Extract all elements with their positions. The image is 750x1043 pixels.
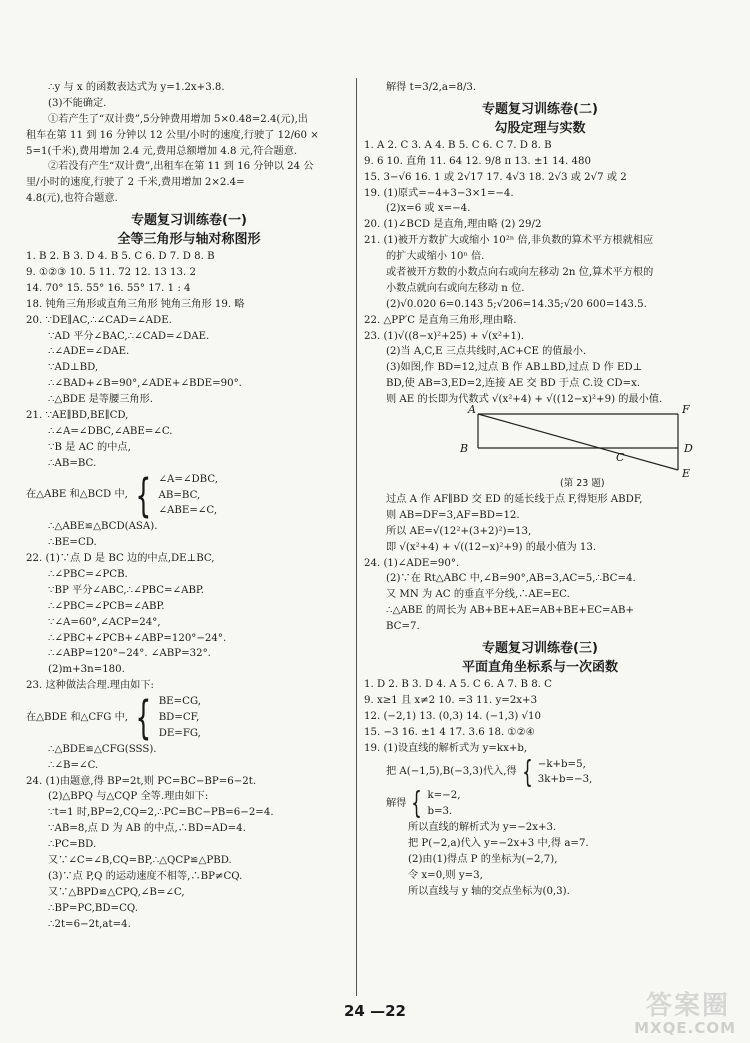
- text-line: 1. D 2. B 3. D 4. A 5. C 6. A 7. B 8. C: [364, 679, 552, 691]
- text-line: 24. (1)∠ADE=90°.: [364, 557, 460, 569]
- watermark-site: MXQE.COM: [634, 1019, 736, 1037]
- text-line: 小数点就向右或向左移动 n 位.: [386, 282, 525, 294]
- text-line: 9. ①②③ 10. 5 11. 72 12. 13 13. 2: [26, 267, 196, 279]
- brace-row: [26, 468, 352, 522]
- text-line: (2)∵在 Rt△ABC 中,∠B=90°,AB=3,AC=5,∴BC=4.: [386, 573, 636, 585]
- text-line: 15. 3−√6 16. 1 或 2√17 17. 4√3 18. 2√3 或 2√7 或 2: [364, 171, 627, 183]
- column-divider: [356, 78, 357, 996]
- text-line: ∵AB=8,点 D 为 AB 的中点,∴BD=AD=4.: [48, 823, 246, 835]
- text-line: ∴△BDE 是等腰三角形.: [48, 394, 154, 406]
- section1-answers-c: [26, 742, 352, 933]
- text-line: 解得 t=3/2,a=8/3.: [386, 82, 477, 93]
- text-line: 又 MN 为 AC 的垂直平分线,∴AE=EC.: [386, 589, 570, 601]
- brace-item: −k+b=5,: [537, 758, 586, 770]
- section2-answers-b: [364, 492, 716, 635]
- text-line: 1. B 2. B 3. D 4. B 5. C 6. D 7. D 8. B: [26, 251, 215, 263]
- text-line: ∴∠PBC=∠PCB.: [48, 568, 128, 580]
- text-line: 24. (1)由题意,得 BP=2t,则 PC=BC−BP=6−2t.: [26, 775, 257, 787]
- text-line: (3)如图,作 BD=12,过点 B 作 AB⊥BD,过点 D 作 ED⊥: [386, 362, 643, 374]
- brace-item: ∠ABE=∠C,: [158, 505, 218, 517]
- text-line: 里/小时的速度,行驶了 2 千米,费用增加 2×2.4=: [26, 177, 245, 189]
- section-title-2: 专题复习训练卷(二): [482, 101, 598, 117]
- label-e: E: [682, 467, 691, 481]
- brace-row: [386, 754, 716, 790]
- text-line: BC=7.: [386, 621, 420, 633]
- watermark: [596, 985, 736, 1037]
- text-line: 9. 6 10. 直角 11. 64 12. 9/8 π 13. ±1 14. 480: [364, 155, 591, 167]
- label-f: F: [682, 403, 690, 417]
- brace-items: [159, 472, 218, 520]
- text-line: ∵BP 平分∠ABC,∴∠PBC=∠ABP.: [48, 584, 204, 596]
- section-subtitle-2: 勾股定理与实数: [494, 120, 586, 136]
- brace-item: 3k+b=−3,: [537, 774, 593, 786]
- left-column: [26, 80, 352, 932]
- brace-items: [538, 757, 593, 789]
- section3-answers-a: [364, 677, 716, 756]
- text-line: ∵t=1 时,BP=2,CQ=2,∴PC=BC−PB=6−2=4.: [48, 807, 274, 819]
- text-line: ∴∠PBC+∠PCB+∠ABP=120°−24°.: [48, 632, 227, 644]
- text-line: 20. ∵DE∥AC,∴∠CAD=∠ADE.: [26, 314, 172, 326]
- right-intro-lines: [364, 80, 716, 96]
- text-line: ∵AD 平分∠BAC,∴∠CAD=∠DAE.: [48, 330, 210, 342]
- text-line: 22. △PP′C 是直角三角形,理由略.: [364, 314, 517, 326]
- text-line: ∴∠PBC=∠PCB=∠ABP.: [48, 600, 165, 612]
- brace-icon: {: [521, 754, 533, 790]
- brace-item: ∠A=∠DBC,: [158, 473, 218, 485]
- text-line: 又∵△BPD≌△CPQ,∠B=∠C,: [48, 886, 185, 898]
- text-line: 19. (1)设直线的解析式为 y=kx+b,: [364, 742, 528, 754]
- brace-item: k=−2,: [427, 790, 461, 802]
- text-line: 9. x≥1 且 x≠2 10. =3 11. y=2x+3: [364, 694, 538, 706]
- text-line: ∵AD⊥BD,: [48, 362, 99, 374]
- text-line: ∵∠A=60°,∠ACP=24°,: [48, 616, 161, 628]
- text-line: 或者被开方数的小数点向右或向左移动 2n 位,算术平方根的: [386, 267, 654, 279]
- text-line: 令 x=0,则 y=3,: [408, 869, 483, 881]
- text-line: ∴∠BAD+∠B=90°,∠ADE+∠BDE=90°.: [48, 378, 242, 390]
- text-line: (2)x=6 或 x=−4.: [386, 203, 471, 215]
- text-line: (2)由(1)得点 P 的坐标为(−2,7),: [408, 853, 558, 865]
- text-line: 18. 钝角三角形或直角三角形 钝角三角形 19. 略: [26, 298, 245, 310]
- text-line: ∴2t=6−2t,at=4.: [48, 918, 131, 930]
- text-line: ∴△BDE≌△CFG(SSS).: [48, 743, 157, 755]
- brace-item: AB=BC,: [158, 489, 201, 501]
- text-line: 的扩大或缩小 10ⁿ 倍.: [386, 251, 485, 263]
- text-line: ∴△ABE≌△BCD(ASA).: [48, 521, 158, 533]
- text-line: 又∵∠C=∠B,CQ=BP,∴△QCP≌△PBD.: [48, 855, 232, 867]
- section1-answers-b: [26, 519, 352, 694]
- brace-system-4: [364, 788, 716, 820]
- text-line: 19. (1)原式=−4+3−3×1=−4.: [364, 187, 514, 199]
- section3-answers-b: [364, 820, 716, 899]
- brace-icon: {: [135, 691, 152, 745]
- brace-items: [159, 694, 201, 742]
- brace-items: [427, 788, 460, 820]
- text-line: ∴BE=CD.: [48, 537, 97, 549]
- text-line: (2)√0.020 6=0.143 5;√206=14.35;√20 600=143.5.: [386, 298, 647, 310]
- text-line: 23. 这种做法合理.理由如下:: [26, 680, 154, 692]
- text-line: 过点 A 作 AF∥BD 交 ED 的延长线于点 F,得矩形 ABDF,: [386, 494, 643, 506]
- label-c: C: [616, 451, 625, 465]
- section2-answers-a: [364, 138, 716, 408]
- text-line: ①若产生了“双计费”,5分钟费用增加 5×0.48=2.4(元),出: [48, 113, 308, 125]
- brace-lead: 在△ABE 和△BCD 中,: [26, 489, 128, 501]
- text-line: ∴AB=BC.: [48, 457, 97, 469]
- text-line: 所以直线与 y 轴的交点坐标为(0,3).: [408, 885, 570, 897]
- text-line: (3)∵点 P,Q 的运动速度不相等,∴BP≠CQ.: [48, 870, 243, 882]
- text-line: ∴△ABE 的周长为 AB+BE+AE=AB+BE+EC=AB+: [386, 605, 634, 617]
- text-line: ∵B 是 AC 的中点,: [48, 441, 131, 453]
- text-line: (3)不能确定.: [48, 97, 107, 109]
- brace-system-2: [26, 691, 352, 745]
- text-line: BD,使 AB=3,ED=2,连接 AE 交 BD 于点 C.设 CD=x.: [386, 378, 641, 390]
- text-line: ②若没有产生“双计费”,出租车在第 11 到 16 分钟以 24 公: [48, 161, 314, 173]
- text-line: 所以直线的解析式为 y=−2x+3.: [408, 822, 557, 834]
- text-line: 即 √(x²+4) + √((12−x)²+9) 的最小值为 13.: [386, 541, 597, 553]
- brace-lead: 在△BDE 和△CFG 中,: [26, 711, 129, 723]
- brace-system-1: [26, 468, 352, 522]
- text-line: 12. (−2,1) 13. (0,3) 14. (−1,3) √10: [364, 710, 542, 722]
- brace-item: b=3.: [427, 806, 453, 818]
- text-line: 4.8(元),也符合题意.: [26, 193, 118, 205]
- brace-icon: {: [135, 468, 152, 522]
- section-subtitle-1: 全等三角形与轴对称图形: [117, 232, 261, 248]
- text-line: 则 AB=DF=3,AF=BD=12.: [386, 509, 520, 521]
- text-line: (2)当 A,C,E 三点共线时,AC+CE 的值最小.: [386, 346, 587, 358]
- text-line: ∴PC=BD.: [48, 839, 97, 851]
- text-line: 14. 70° 15. 55° 16. 55° 17. 1 : 4: [26, 282, 191, 294]
- text-line: ∴y 与 x 的函数表达式为 y=1.2x+3.8.: [48, 82, 225, 93]
- text-line: ∴∠ADE=∠DAE.: [48, 346, 130, 358]
- text-line: (2)△BPQ 与△CQP 全等.理由如下:: [48, 791, 209, 803]
- text-line: 把 P(−2,a)代入 y=−2x+3 中,得 a=7.: [408, 837, 589, 849]
- text-line: 15. −3 16. ±1 4 17. 3.6 18. ①②④: [364, 726, 535, 738]
- label-b: B: [460, 442, 469, 456]
- brace-system-3: [364, 754, 716, 790]
- text-line: 21. ∵AE∥BD,BE∥CD,: [26, 410, 129, 422]
- text-line: ∴∠B=∠C.: [48, 759, 99, 771]
- right-column: [364, 80, 716, 900]
- section-subtitle-3: 平面直角坐标系与一次函数: [461, 660, 618, 676]
- section-title-1: 专题复习训练卷(一): [131, 213, 247, 229]
- text-line: 21. (1)被开方数扩大或缩小 10²ⁿ 倍,非负数的算术平方根就相应: [364, 235, 654, 247]
- left-intro-lines: [26, 80, 352, 207]
- brace-row: [26, 691, 352, 745]
- section1-answers-a: [26, 249, 352, 471]
- figure-23: [456, 403, 716, 492]
- text-line: ∴∠ABP=120°−24°. ∠ABP=32°.: [48, 648, 211, 660]
- brace-lead: 把 A(−1,5),B(−3,3)代入,得: [386, 766, 517, 778]
- text-line: 所以 AE=√(12²+(3+2)²)=13,: [386, 525, 532, 537]
- text-line: 租车在第 11 到 16 分钟以 12 公里/小时的速度,行驶了 12/60 ×: [26, 129, 319, 141]
- text-line: 22. (1)∵点 D 是 BC 边的中点,DE⊥BC,: [26, 553, 215, 565]
- watermark-logo: 答案圈: [645, 991, 730, 1021]
- brace-item: BE=CG,: [158, 696, 201, 708]
- brace-item: BD=CF,: [158, 712, 200, 723]
- text-line: 1. A 2. C 3. A 4. B 5. C 6. C 7. D 8. B: [364, 139, 552, 151]
- label-d: D: [684, 442, 693, 456]
- text-line: ∴∠A=∠DBC,∠ABE=∠C.: [48, 425, 173, 437]
- text-line: (2)m+3n=180.: [48, 664, 125, 676]
- section-title-3: 专题复习训练卷(三): [482, 641, 598, 657]
- page-number: 24 —22: [344, 1002, 406, 1020]
- text-line: 23. (1)√((8−x)²+25) + √(x²+1).: [364, 330, 525, 342]
- brace-item: DE=FG,: [158, 727, 201, 739]
- text-line: 20. (1)∠BCD 是直角,理由略 (2) 29/2: [364, 219, 542, 231]
- text-line: ∴BP=PC,BD=CQ.: [48, 902, 138, 914]
- brace-lead: 解得: [386, 798, 407, 810]
- brace-row: [386, 788, 716, 820]
- text-line: 则 AE 的长即为代数式 √(x²+4) + √((12−x)²+9) 的最小值.: [386, 394, 663, 406]
- label-a: A: [468, 403, 476, 417]
- figure-caption: (第 23 题): [560, 478, 605, 490]
- brace-icon: {: [411, 786, 423, 822]
- text-line: 5=1(千米),费用增加 2.4 元,费用总额增加 4.8 元,符合题意.: [26, 145, 298, 157]
